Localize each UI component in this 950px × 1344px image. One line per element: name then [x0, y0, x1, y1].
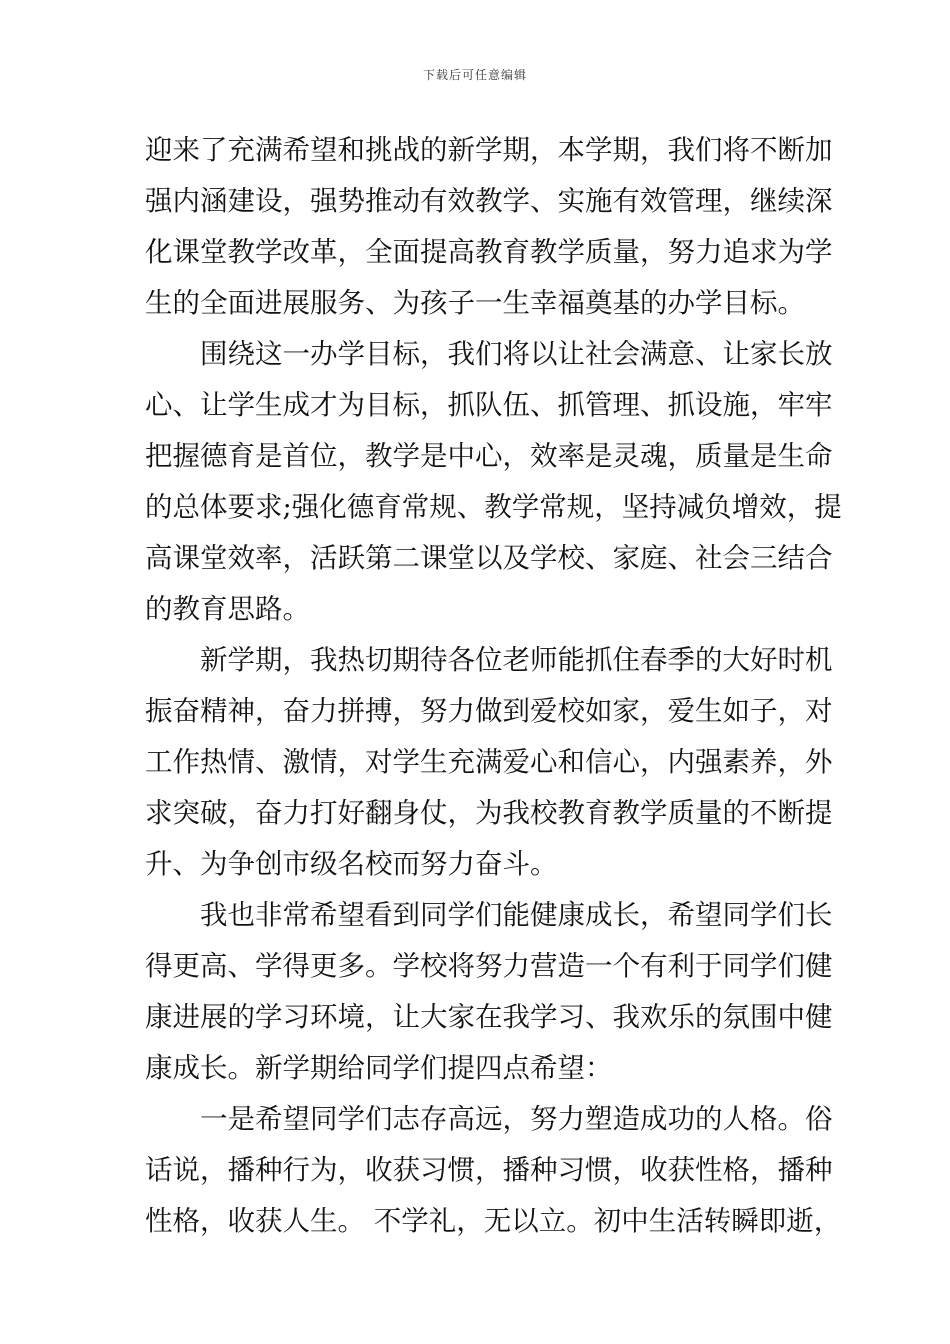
- text-line: 高课堂效率，活跃第二课堂以及学校、家庭、社会三结合: [145, 542, 833, 574]
- download-note: 下载后可任意编辑: [422, 68, 527, 82]
- text-line: 围绕这一办学目标，我们将以让社会满意、让家长放: [200, 338, 833, 370]
- paragraph: [145, 635, 833, 890]
- text-line: 康成长。新学期给同学们提四点希望：: [145, 1052, 613, 1084]
- paragraph: [145, 125, 833, 329]
- text-line: 迎来了充满希望和挑战的新学期，本学期，我们将不断加: [145, 134, 833, 166]
- text-line: 工作热情、激情，对学生充满爱心和信心，内强素养，外: [145, 746, 833, 778]
- text-line: 振奋精神，奋力拼搏，努力做到爱校如家，爱生如子，对: [145, 695, 833, 727]
- text-line: 化课堂教学改革，全面提高教育教学质量，努力追求为学: [145, 236, 833, 268]
- text-line: 得更高、学得更多。学校将努力营造一个有利于同学们健: [145, 950, 833, 982]
- text-line: 的总体要求;强化德育常规、教学常规，坚持减负增效，提: [145, 491, 842, 523]
- paragraph: [145, 1094, 842, 1247]
- text-line: 康进展的学习环境，让大家在我学习、我欢乐的氛围中健: [145, 1001, 833, 1033]
- text-line: 强内涵建设，强势推动有效教学、实施有效管理，继续深: [145, 185, 833, 217]
- text-line: 把握德育是首位，教学是中心，效率是灵魂，质量是生命: [145, 440, 833, 472]
- text-line: 的教育思路。: [145, 593, 310, 625]
- text-line: 升、为争创市级名校而努力奋斗。: [145, 848, 558, 880]
- document-body: [145, 125, 842, 1247]
- text-line: 我也非常希望看到同学们能健康成长，希望同学们长: [200, 899, 833, 931]
- text-line: 求突破，奋力打好翻身仗，为我校教育教学质量的不断提: [145, 797, 833, 829]
- text-line: 心、让学生成才为目标，抓队伍、抓管理、抓设施，牢牢: [145, 389, 833, 421]
- text-line: 生的全面进展服务、为孩子一生幸福奠基的办学目标。: [145, 287, 805, 319]
- text-line: 性格，收获人生。 不学礼，无以立。初中生活转瞬即逝，: [145, 1205, 842, 1237]
- text-line: 话说，播种行为，收获习惯，播种习惯，收获性格，播种: [145, 1154, 833, 1186]
- text-line: 一是希望同学们志存高远，努力塑造成功的人格。俗: [200, 1103, 833, 1135]
- paragraph: [145, 890, 833, 1094]
- text-line: 新学期，我热切期待各位老师能抓住春季的大好时机: [200, 644, 833, 676]
- paragraph: [145, 329, 842, 635]
